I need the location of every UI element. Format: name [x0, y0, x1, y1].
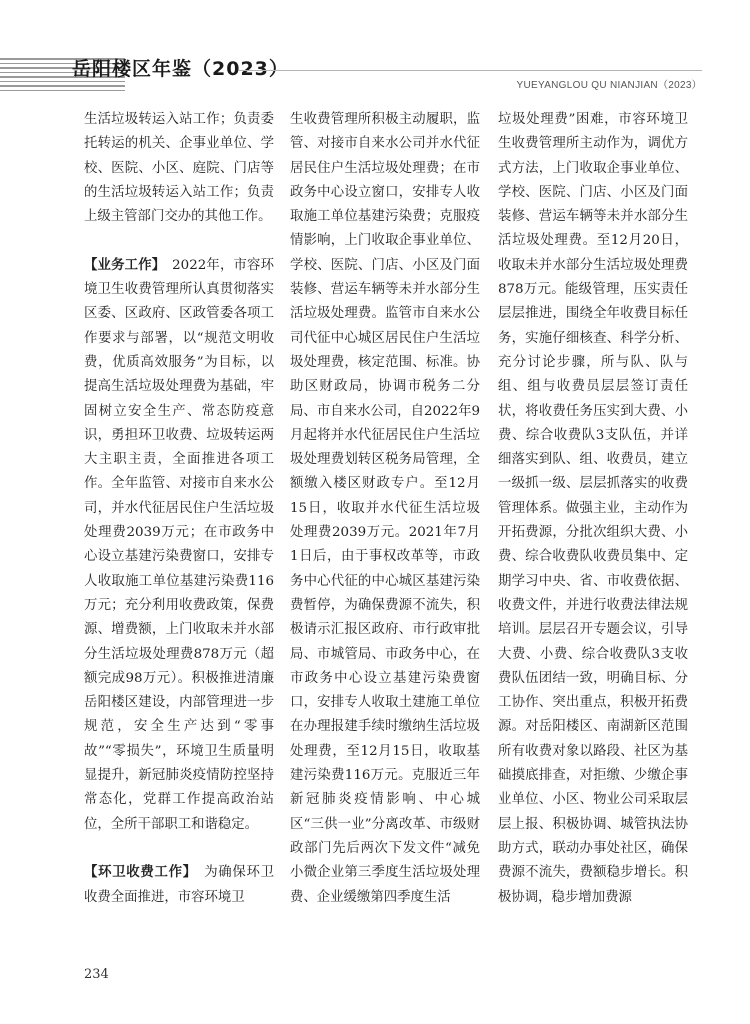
text-column-1 — [84, 108, 274, 910]
paragraph — [84, 254, 274, 837]
header-rule — [238, 70, 702, 71]
section-heading: 【环卫收费工作】 — [84, 865, 191, 881]
paragraph-text: 生收费管理所积极主动履职，监管、对接市自来水公司并水代征居民住户生活垃圾处理费；在市政务中心设立窗口，安排专人收取施工单位基建污染费；克服疫情影响，上门收取企事业单位、学校、医院、门店、小区及门面装修、营运车辆等未并水部分生活垃圾处理费。监管市自来水公司代征中心城区居民住户生活垃圾处理费，核定范围、标准。协助区财政局，协调市税务二分局、市自来水公司，自2022年9月起将并水代征居民住户生活垃圾处理费划转区税务局管理，全额缴入楼区财政专户。至12月15日，收取并水代征生活垃圾处理费2039万元。2021年7月1日后，由于事权改革等，市政务中心代征的中心城区基建污染费暂停，为确保费源不流失，积极请示汇报区政府、市行政审批局、市城管局、市政务中心，在市政务中心设立基建污染费窗口，安排专人收取土建施工单位在办理报建手续时缴纳生活垃圾处理费，至12月15日，收取基建污染费116万元。克服近三年新冠肺炎疫情影响、中心城区“三供一业”分离改革、市级财政部门先后两次下发文件“减免小微企业第三季度生活垃圾处理费、企业缓缴第四季度生活 — [290, 112, 480, 905]
paragraph — [84, 861, 274, 910]
page-number: 234 — [84, 967, 109, 982]
paragraph — [84, 108, 274, 229]
paragraph-text: 生活垃圾转运入站工作；负责委托转运的机关、企事业单位、学校、医院、小区、庭院、门店等的生活垃圾转运入站工作；负责上级主管部门交办的其他工作。 — [84, 112, 274, 225]
book-subtitle: YUEYANGLOU QU NIANJIAN（2023） — [516, 80, 702, 91]
paragraph-text: 为确保环卫收费全面推进，市容环境卫 — [84, 865, 274, 905]
paragraph-text: 垃圾处理费”困难，市容环境卫生收费管理所主动作为，调优方式方法，上门收取企事业单位、学校、医院、门店、小区及门面装修、营运车辆等未并水部分生活垃圾处理费。至12月20日，收取未并水部分生活垃圾处理费878万元。能级管理，压实责任层层推进，围绕全年收费目标任务，实施仔细核查、科学分析、充分讨论步骤，所与队、队与组、组与收费员层层签订责任状，将收费任务压实到大费、小费、综合收费队3支队伍，并详细落实到队、组、收费员，建立一级抓一级、层层抓落实的收费管理体系。做强主业，主动作为开拓费源，分批次组织大费、小费、综合收费队收费员集中、定期学习中央、省、市收费依据、收费文件，并进行收费法律法规培训。层层召开专题会议，引导大费、小费、综合收费队3支收费队伍团结一致，明确目标、分工协作、突出重点，积极开拓费源。对岳阳楼区、南湖新区范围所有收费对象以路段、社区为基础摸底排查，对拒缴、少缴企事业单位、小区、物业公司采取层层上报、积极协调、城管执法协助方式，联动办事处社区，确保费源不流失，费额稳步增长。积极协调，稳步增加费源 — [498, 112, 688, 905]
paragraph — [498, 108, 688, 910]
page-header — [0, 0, 750, 100]
section-heading: 【业务工作】 — [84, 257, 159, 273]
book-title: 岳阳楼区年鉴（2023） — [72, 58, 289, 80]
text-column-3 — [498, 108, 688, 910]
paragraph-text: 2022年，市容环境卫生收费管理所认真贯彻落实区委、区政府、区政管委各项工作要求与部署，以“规范文明收费，优质高效服务”为目标，以提高生活垃圾处理费为基础，牢固树立安全生产、常态防疫意识，勇担环卫收费、垃圾转运两大主职主责，全面推进各项工作。全年监管、对接市自来水公司，并水代征居民住户生活垃圾处理费2039万元；在市政务中心设立基建污染费窗口，安排专人收取施工单位基建污染费116万元；充分利用收费政策，保费源、增费额，上门收取未并水部分生活垃圾处理费878万元（超额完成98万元）。积极推进清廉岳阳楼区建设，内部管理进一步规范，安全生产达到“零事故”“零损失”，环境卫生质量明显提升，新冠肺炎疫情防控坚持常态化，党群工作提高政治站位，全所干部职工和谐稳定。 — [84, 257, 274, 832]
text-column-2 — [290, 108, 480, 910]
paragraph — [290, 108, 480, 910]
